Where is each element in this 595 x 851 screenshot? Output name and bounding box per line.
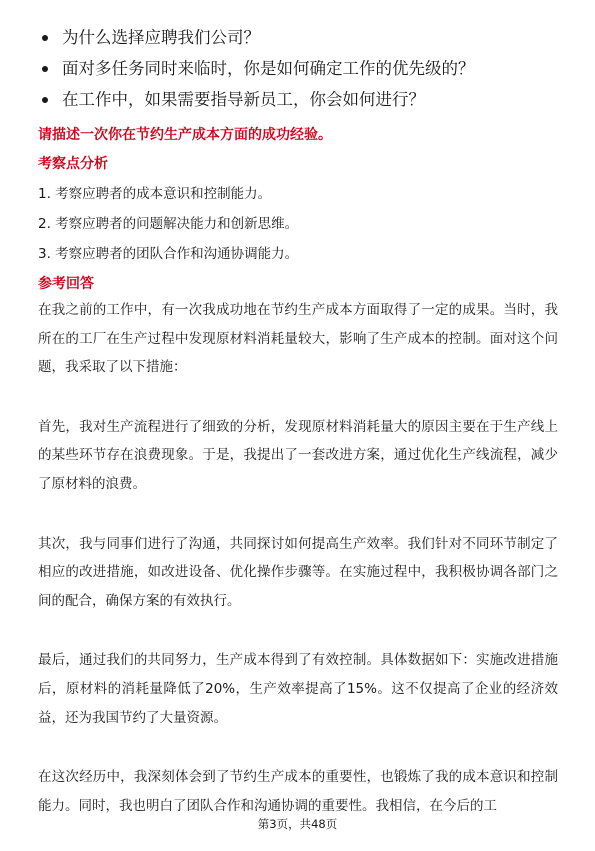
bullet-text: 面对多任务同时来临时，你是如何确定工作的优先级的？: [62, 59, 475, 78]
answer-paragraph: 在我之前的工作中，有一次我成功地在节约生产成本方面取得了一定的成果。当时，我所在的工厂在生产过程中发现原材料消耗量较大，影响了生产成本的控制。面对这个问题，我采取了以下措施：: [38, 302, 558, 376]
bullet-text: 在工作中，如果需要指导新员工，你会如何进行？: [62, 90, 425, 109]
question-bullet-list: [40, 22, 560, 115]
bullet-dot-icon: [42, 66, 48, 72]
bullet-item: [40, 84, 560, 115]
answer-paragraph: 其次，我与同事们进行了沟通，共同探讨如何提高生产效率。我们针对不同环节制定了相应的改进措施，如改进设备、优化操作步骤等。在实施过程中，我积极协调各部门之间的配合，确保方案的有效执行。: [38, 535, 558, 609]
bullet-dot-icon: [42, 97, 48, 103]
page-footer: 第3页，共48页: [257, 817, 338, 831]
analysis-point: 3. 考察应聘者的团队合作和沟通协调能力。: [38, 246, 299, 262]
bullet-item: [40, 22, 560, 53]
analysis-point: 1. 考察应聘者的成本意识和控制能力。: [38, 186, 272, 202]
answer-heading: 参考回答: [38, 276, 94, 292]
analysis-heading: 考察点分析: [38, 156, 108, 172]
answer-body: [38, 296, 558, 851]
answer-paragraph: 在这次经历中，我深刻体会到了节约生产成本的重要性，也锻炼了我的成本意识和控制能力。同时，我也明白了团队合作和沟通协调的重要性。我相信，在今后的工: [38, 769, 558, 814]
answer-paragraph: 最后，通过我们的共同努力，生产成本得到了有效控制。具体数据如下：实施改进措施后，原材料的消耗量降低了20%，生产效率提高了15%。这不仅提高了企业的经济效益，还为我国节约了大量资源。: [38, 652, 558, 726]
analysis-point: 2. 考察应聘者的问题解决能力和创新思维。: [38, 216, 299, 232]
answer-paragraph: 首先，我对生产流程进行了细致的分析，发现原材料消耗量大的原因主要在于生产线上的某些环节存在浪费现象。于是，我提出了一套改进方案，通过优化生产线流程，减少了原材料的浪费。: [38, 418, 558, 492]
question-title: 请描述一次你在节约生产成本方面的成功经验。: [38, 127, 332, 143]
bullet-text: 为什么选择应聘我们公司？: [62, 28, 260, 47]
bullet-item: [40, 53, 560, 84]
bullet-dot-icon: [42, 35, 48, 41]
analysis-points: [38, 179, 558, 269]
